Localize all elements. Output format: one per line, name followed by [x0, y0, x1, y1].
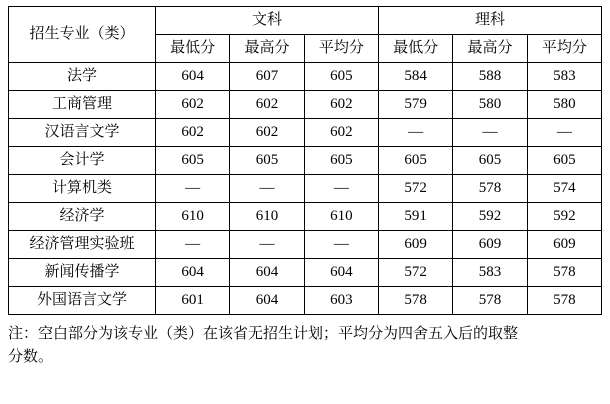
major-name: 汉语言文学	[9, 119, 156, 147]
cell-li-max: —	[453, 119, 527, 147]
cell-li-min: 584	[378, 63, 452, 91]
cell-li-avg: 580	[527, 91, 601, 119]
major-name: 工商管理	[9, 91, 156, 119]
cell-wen-max: —	[230, 231, 304, 259]
cell-wen-max: 610	[230, 203, 304, 231]
cell-li-min: 572	[378, 259, 452, 287]
cell-wen-max: 605	[230, 147, 304, 175]
table-row	[9, 203, 602, 231]
major-name: 新闻传播学	[9, 259, 156, 287]
cell-wen-min: 604	[156, 259, 230, 287]
header-group-science: 理科	[378, 7, 601, 35]
cell-wen-avg: 605	[304, 147, 378, 175]
table-row	[9, 91, 602, 119]
cell-wen-max: 607	[230, 63, 304, 91]
cell-wen-max: —	[230, 175, 304, 203]
table-row	[9, 175, 602, 203]
table-row	[9, 259, 602, 287]
cell-wen-avg: 602	[304, 119, 378, 147]
cell-li-max: 605	[453, 147, 527, 175]
cell-li-min: 572	[378, 175, 452, 203]
cell-wen-min: —	[156, 231, 230, 259]
cell-li-min: 605	[378, 147, 452, 175]
header-major-label: 招生专业（类）	[9, 7, 156, 63]
cell-wen-max: 604	[230, 287, 304, 315]
cell-li-avg: 609	[527, 231, 601, 259]
table-row	[9, 147, 602, 175]
cell-wen-min: 602	[156, 91, 230, 119]
cell-wen-min: 601	[156, 287, 230, 315]
cell-li-max: 609	[453, 231, 527, 259]
cell-wen-max: 604	[230, 259, 304, 287]
major-name: 会计学	[9, 147, 156, 175]
cell-li-max: 588	[453, 63, 527, 91]
cell-wen-avg: 602	[304, 91, 378, 119]
cell-li-avg: —	[527, 119, 601, 147]
table-row	[9, 287, 602, 315]
cell-li-min: 609	[378, 231, 452, 259]
table-row	[9, 119, 602, 147]
table-row	[9, 231, 602, 259]
cell-wen-avg: 604	[304, 259, 378, 287]
footnote-line-1: 注：空白部分为该专业（类）在该省无招生计划；平均分为四舍五入后的取整	[8, 326, 519, 342]
cell-li-max: 583	[453, 259, 527, 287]
cell-wen-min: 604	[156, 63, 230, 91]
major-name: 法学	[9, 63, 156, 91]
cell-wen-avg: —	[304, 175, 378, 203]
header-wen-max: 最高分	[230, 35, 304, 63]
cell-li-max: 578	[453, 175, 527, 203]
cell-wen-avg: 605	[304, 63, 378, 91]
cell-li-avg: 578	[527, 287, 601, 315]
cell-li-avg: 605	[527, 147, 601, 175]
table-row	[9, 63, 602, 91]
cell-li-max: 580	[453, 91, 527, 119]
admission-score-table	[8, 6, 602, 315]
cell-li-avg: 574	[527, 175, 601, 203]
cell-wen-max: 602	[230, 91, 304, 119]
table-header-row-1	[9, 7, 602, 35]
footnote-line-2: 分数。	[8, 348, 54, 365]
cell-li-min: 578	[378, 287, 452, 315]
cell-wen-min: 605	[156, 147, 230, 175]
cell-li-avg: 592	[527, 203, 601, 231]
header-li-min: 最低分	[378, 35, 452, 63]
cell-li-min: —	[378, 119, 452, 147]
header-wen-avg: 平均分	[304, 35, 378, 63]
header-group-liberal-arts: 文科	[156, 7, 379, 35]
cell-li-min: 579	[378, 91, 452, 119]
header-wen-min: 最低分	[156, 35, 230, 63]
header-li-avg: 平均分	[527, 35, 601, 63]
table-header	[9, 7, 602, 63]
major-name: 经济学	[9, 203, 156, 231]
cell-li-max: 578	[453, 287, 527, 315]
cell-li-avg: 583	[527, 63, 601, 91]
cell-wen-min: 602	[156, 119, 230, 147]
cell-wen-min: —	[156, 175, 230, 203]
cell-wen-avg: 603	[304, 287, 378, 315]
major-name: 经济管理实验班	[9, 231, 156, 259]
table-footnote	[8, 323, 602, 368]
cell-wen-max: 602	[230, 119, 304, 147]
table-body	[9, 63, 602, 315]
cell-wen-min: 610	[156, 203, 230, 231]
major-name: 外国语言文学	[9, 287, 156, 315]
header-li-max: 最高分	[453, 35, 527, 63]
cell-li-min: 591	[378, 203, 452, 231]
cell-li-max: 592	[453, 203, 527, 231]
major-name: 计算机类	[9, 175, 156, 203]
cell-wen-avg: 610	[304, 203, 378, 231]
cell-wen-avg: —	[304, 231, 378, 259]
cell-li-avg: 578	[527, 259, 601, 287]
